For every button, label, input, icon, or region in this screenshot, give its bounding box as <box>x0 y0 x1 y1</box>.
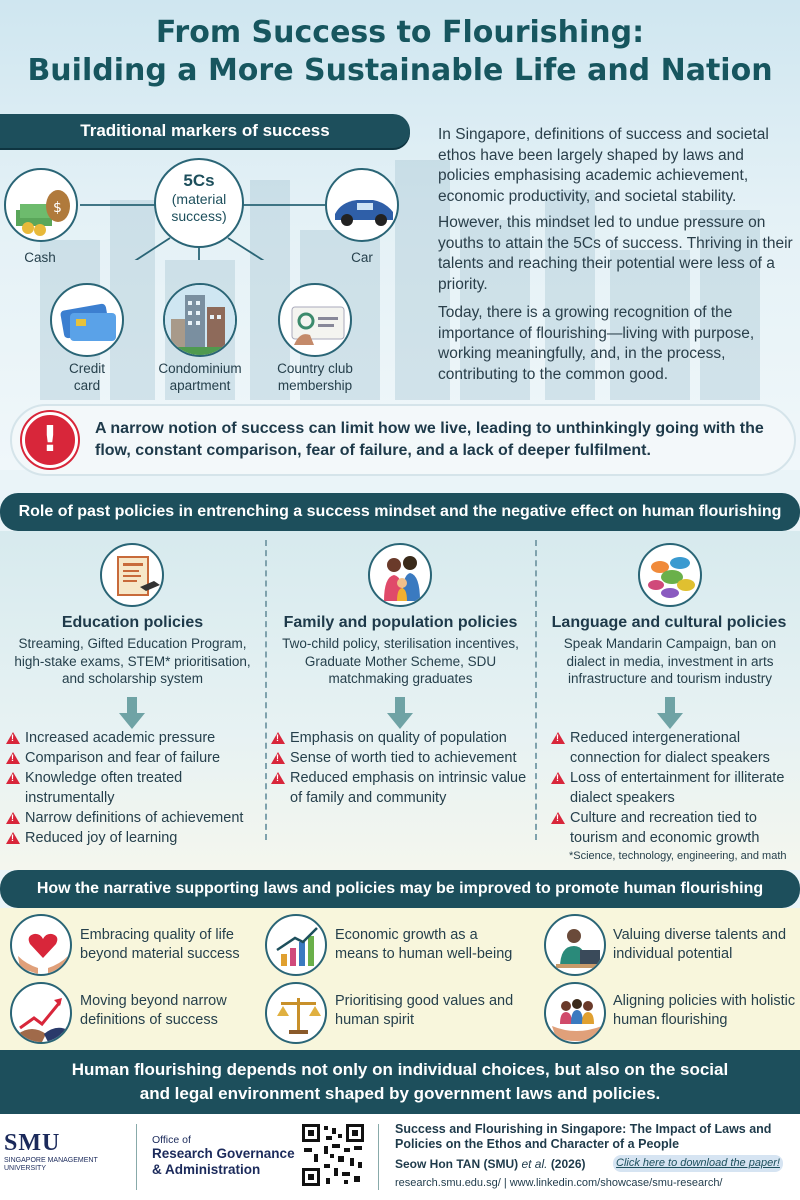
svg-text:$: $ <box>53 200 62 216</box>
effect-item: Reduced joy of learning ! <box>6 828 261 848</box>
condominium-label-2: apartment <box>169 378 231 393</box>
alert-symbol: ! <box>41 419 59 460</box>
conclusion-line-1: Human flourishing depends not only on individual choices, but also on the social <box>71 1060 729 1079</box>
country-club-label <box>265 360 365 394</box>
improve-item-4: Moving beyond narrow definitions of success <box>80 993 227 1028</box>
markers-heading: Traditional markers of success <box>0 114 410 148</box>
car-label: Car <box>351 250 373 265</box>
author-etal: et al. <box>521 1157 548 1171</box>
credit-card-icon <box>50 283 124 357</box>
education-effects-list <box>6 728 261 848</box>
car-icon <box>325 168 399 242</box>
effect-item: Knowledge often treated instrumentally ! <box>6 768 261 808</box>
country-club-label-2: membership <box>277 378 353 393</box>
office-small: Office of <box>152 1134 191 1146</box>
office-big-1: Research Governance <box>152 1146 295 1161</box>
stem-footnote: *Science, technology, engineering, and math <box>569 850 787 862</box>
column-divider <box>265 540 267 840</box>
condominium-icon <box>163 283 237 357</box>
effect-item: Emphasis on quality of population ! <box>271 728 533 748</box>
improve-item-5: Prioritising good values and human spirit <box>335 993 514 1028</box>
cash-icon <box>4 168 78 242</box>
language-effects-list <box>551 728 797 848</box>
credit-card-label <box>50 360 124 394</box>
footer-links[interactable]: research.smu.edu.sg/ | www.linkedin.com/showcase/smu-research/ <box>395 1177 723 1189</box>
intro-paragraph-3: Today, there is a growing recognition of the importance of flourishing—living with purpose, working meaningfully, and, in the process, contributing to the common good. <box>438 304 755 383</box>
improve-item-6: Aligning policies with holistic human flourishing <box>613 993 796 1028</box>
country-club-label-1: Country club <box>277 361 353 376</box>
effect-item: Reduced intergenerational connection for dialect speakers ! <box>551 728 797 768</box>
certificate-icon <box>100 543 164 607</box>
effect-item: Reduced emphasis on intrinsic value of family and community ! <box>271 768 533 808</box>
column-divider <box>535 540 537 840</box>
intro-paragraph-1: In Singapore, definitions of success and societal ethos have been largely shaped by laws and policies emphasising academic achievement, economic productivity, and societal stability. <box>438 126 769 205</box>
credit-card-label-2: card <box>73 378 101 393</box>
effect-item: Loss of entertainment for illiterate dialect speakers ! <box>551 768 797 808</box>
alert-icon <box>22 412 78 468</box>
download-paper-link[interactable]: Click here to download the paper! <box>613 1155 783 1172</box>
five-cs-sub-1: (material <box>171 191 227 207</box>
title-line-2: Building a More Sustainable Life and Nation <box>27 53 773 88</box>
family-policies-desc: Two-child policy, sterilisation incentives, Graduate Mother Scheme, SDU matchmaking graduates <box>282 636 519 686</box>
smu-logo <box>4 1130 114 1173</box>
title-line-1: From Success to Flourishing: <box>155 15 645 50</box>
effect-item: Sense of worth tied to achievement ! <box>271 748 533 768</box>
policies-heading: Role of past policies in entrenching a success mindset and the negative effect on human flourishing <box>0 493 800 531</box>
paper-year: (2026) <box>550 1157 586 1171</box>
condominium-label-1: Condominium <box>158 361 242 376</box>
improve-item-2: Economic growth as a means to human well-being <box>335 927 513 962</box>
office-big-2: & Administration <box>152 1162 261 1177</box>
effect-item: Increased academic pressure ! <box>6 728 261 748</box>
five-cs-circle <box>154 158 244 248</box>
family-effects-list <box>271 728 533 808</box>
cash-label: Cash <box>24 250 56 265</box>
smu-logo-sub-1: SINGAPORE MANAGEMENT <box>4 1157 98 1164</box>
qr-code-icon[interactable] <box>300 1122 366 1188</box>
education-policies-title: Education policies <box>61 614 204 631</box>
author-name: Seow Hon TAN (SMU) <box>395 1157 519 1171</box>
footer-divider <box>378 1124 379 1190</box>
condominium-label <box>150 360 250 394</box>
five-cs-sub-2: success) <box>171 208 227 224</box>
smu-logo-sub-2: UNIVERSITY <box>4 1165 47 1172</box>
language-bubbles-icon <box>638 543 702 607</box>
five-cs-title: 5Cs <box>183 171 215 190</box>
intro-paragraph-2: However, this mindset led to undue pressure on youths to attain the 5Cs of success. Thriving in their talents and reaching their potential were less of a priority. <box>438 214 793 293</box>
warning-text: A narrow notion of success can limit how we live, leading to unthinkingly going with the flow, constant comparison, fear of failure, and a lack of deeper fulfilment. <box>95 420 764 459</box>
family-icon <box>368 543 432 607</box>
conclusion-banner <box>0 1050 800 1114</box>
down-arrow-icon <box>657 697 683 729</box>
improve-item-1: Embracing quality of life beyond material success <box>80 927 240 962</box>
country-club-card-icon <box>278 283 352 357</box>
effect-item: Comparison and fear of failure ! <box>6 748 261 768</box>
person-at-laptop-icon <box>544 914 606 976</box>
down-arrow-icon <box>119 697 145 729</box>
growth-chart-icon <box>265 914 327 976</box>
credit-card-label-1: Credit <box>68 361 105 376</box>
down-arrow-icon <box>387 697 413 729</box>
education-policies-desc: Streaming, Gifted Education Program, high-stake exams, STEM* prioritisation, and scholarship system <box>14 636 251 686</box>
people-in-hand-icon <box>544 982 606 1044</box>
conclusion-line-2: and legal environment shaped by government laws and policies. <box>139 1084 661 1103</box>
paper-title: Success and Flourishing in Singapore: The Impact of Laws and Policies on the Ethos and Character of a People <box>395 1122 772 1151</box>
heart-in-hands-icon <box>10 914 72 976</box>
effect-item: Culture and recreation tied to tourism and economic growth ! <box>551 808 797 848</box>
family-policies-title: Family and population policies <box>283 614 518 631</box>
paper-authors <box>395 1157 586 1171</box>
smu-logo-text: SMU <box>4 1130 61 1156</box>
improve-heading: How the narrative supporting laws and policies may be improved to promote human flourishing <box>0 870 800 908</box>
improve-item-3: Valuing diverse talents and individual potential <box>613 927 787 962</box>
hands-rising-arrow-icon <box>10 982 72 1044</box>
office-name <box>152 1134 295 1178</box>
footer-divider <box>136 1124 137 1190</box>
language-policies-title: Language and cultural policies <box>551 614 787 631</box>
effect-item: Narrow definitions of achievement ! <box>6 808 261 828</box>
scales-icon <box>265 982 327 1044</box>
language-policies-desc: Speak Mandarin Campaign, ban on dialect in media, investment in arts infrastructure and tourism industry <box>563 636 777 686</box>
